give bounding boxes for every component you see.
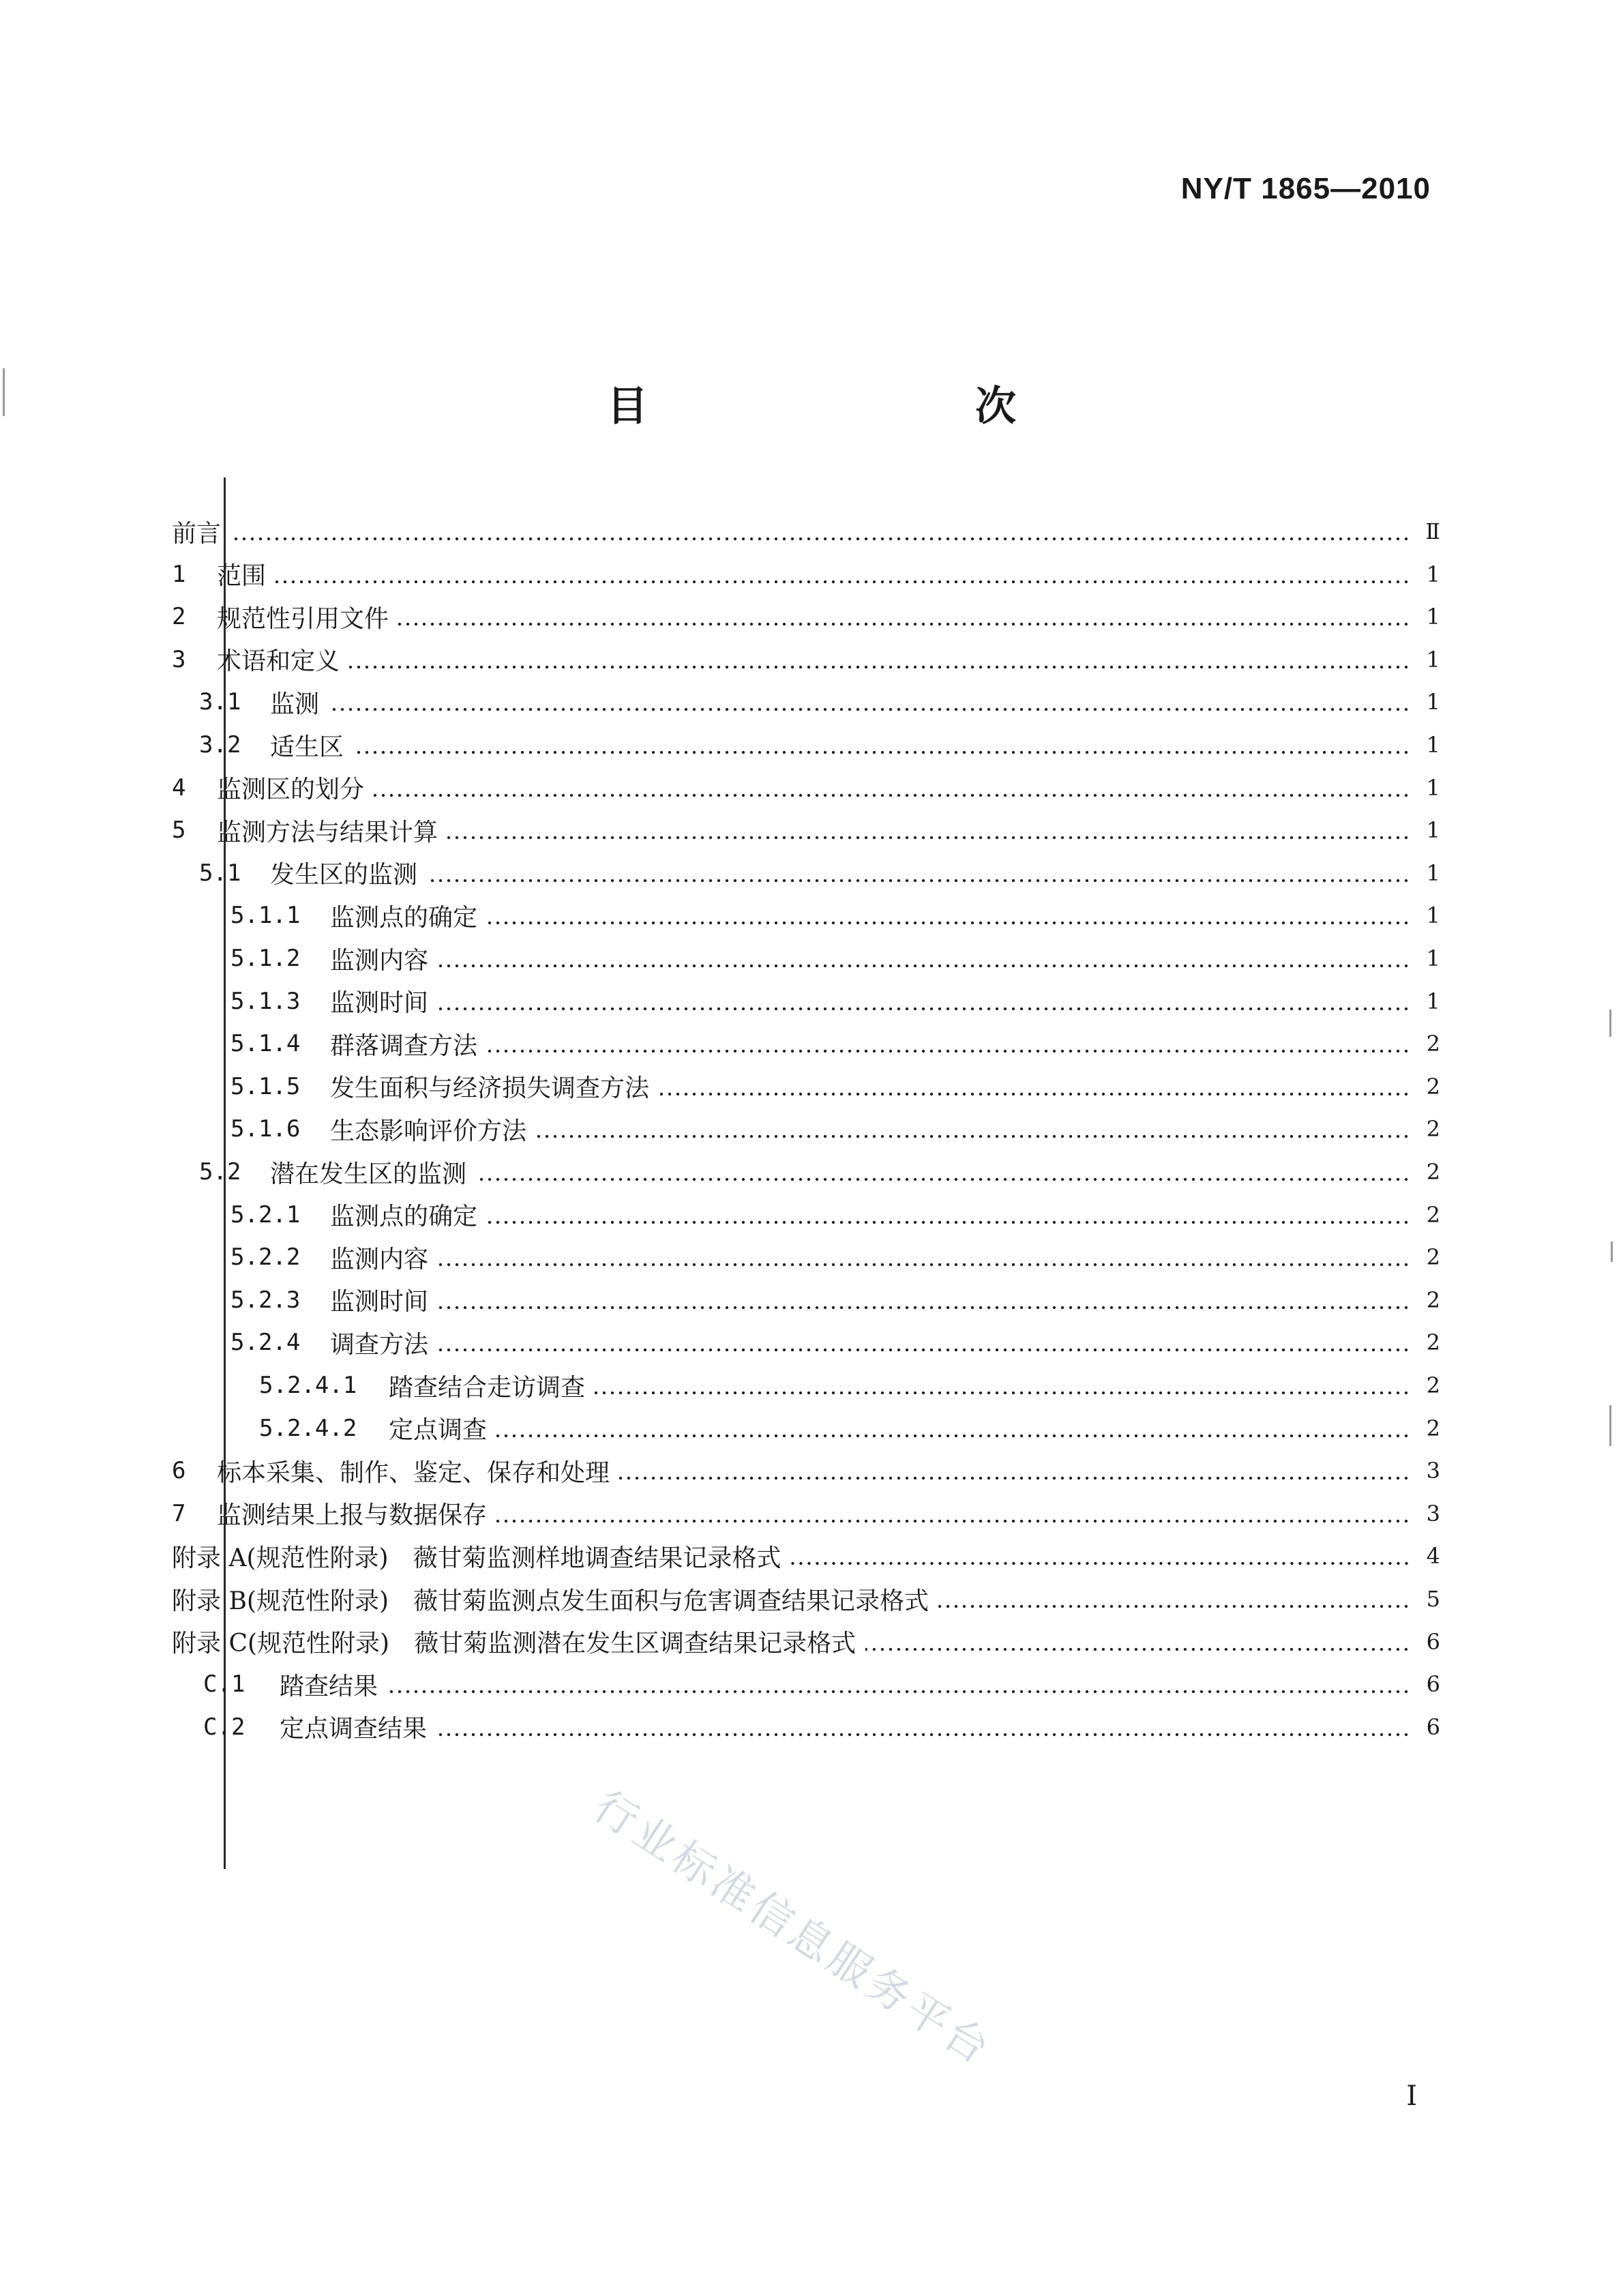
toc-entry-page: 2: [1426, 1286, 1440, 1313]
toc-entry-number: 5.2.3: [230, 1286, 301, 1314]
toc-entry[interactable]: [230, 1022, 1440, 1065]
toc-entry[interactable]: [172, 767, 1440, 809]
toc-dot-leader: [536, 1134, 1410, 1138]
toc-entry-label: 潜在发生区的监测: [270, 1160, 467, 1188]
toc-entry-number: 5.1: [199, 859, 241, 887]
toc-entry-label: 附录 C(规范性附录) 薇甘菊监测潜在发生区调查结果记录格式: [172, 1630, 857, 1658]
toc-dot-leader: [349, 665, 1410, 669]
toc-entry-page: 1: [1426, 689, 1440, 716]
toc-entry-number: 5: [172, 816, 186, 844]
toc-entry[interactable]: [230, 1279, 1440, 1321]
toc-entry-page: 2: [1426, 1372, 1440, 1398]
toc-entry[interactable]: [172, 809, 1440, 851]
toc-dot-leader: [438, 1348, 1410, 1352]
toc-entry-page: 3: [1426, 1500, 1440, 1527]
toc-entry-label: 附录 A(规范性附录) 薇甘菊监测样地调查结果记录格式: [172, 1544, 781, 1572]
toc-entry-label: 群落调查方法: [330, 1031, 478, 1060]
toc-dot-leader: [438, 1306, 1410, 1310]
toc-entry-number: C.1: [203, 1671, 245, 1698]
toc-dot-leader: [353, 750, 1410, 754]
toc-entry[interactable]: [230, 1194, 1440, 1236]
toc-entry-label: 调查方法: [330, 1330, 429, 1359]
toc-entry-number: 5.1.5: [230, 1072, 301, 1100]
toc-entry-label: 前言: [172, 519, 222, 548]
toc-entry-label: 附录 B(规范性附录) 薇甘菊监测点发生面积与危害调查结果记录格式: [172, 1587, 929, 1615]
toc-entry-page: 1: [1426, 902, 1440, 929]
toc-entry-number: 5.2.4.1: [259, 1372, 357, 1399]
toc-entry-label: 监测点的确定: [330, 903, 478, 932]
toc-entry[interactable]: [199, 852, 1440, 894]
toc-entry-number: 5.1.6: [230, 1115, 301, 1143]
toc-entry[interactable]: [172, 1492, 1440, 1535]
toc-dot-leader: [487, 921, 1410, 925]
toc-entry-page: 2: [1426, 1031, 1440, 1057]
toc-entry[interactable]: [230, 937, 1440, 980]
toc-entry-label: 术语和定义: [217, 647, 340, 676]
toc-dot-leader: [230, 537, 1410, 541]
toc-dot-leader: [438, 964, 1410, 968]
standard-code: NY/T 1865—2010: [1180, 172, 1431, 205]
toc-entry-label: 监测结果上报与数据保存: [217, 1501, 488, 1530]
toc-dot-leader: [329, 707, 1410, 711]
toc-entry-page: 2: [1426, 1329, 1440, 1356]
scan-edge-mark: [3, 368, 5, 416]
toc-entry-label: 监测时间: [330, 989, 429, 1018]
toc-entry-number: 5.1.4: [230, 1030, 301, 1058]
toc-dot-leader: [791, 1561, 1410, 1565]
toc-entry[interactable]: [172, 1449, 1440, 1492]
toc-entry-page: 1: [1426, 988, 1440, 1014]
toc-dot-leader: [496, 1434, 1410, 1438]
toc-entry-page: 2: [1426, 1116, 1440, 1143]
toc-entry-page: 1: [1426, 859, 1440, 886]
toc-entry-number: 5.2: [199, 1158, 241, 1186]
toc-entry-label: 定点调查结果: [280, 1715, 428, 1743]
toc-dot-leader: [387, 1690, 1410, 1694]
toc-entry-page: 1: [1426, 817, 1440, 844]
toc-entry-label: 规范性引用文件: [217, 604, 389, 633]
toc-entry-label: 监测方法与结果计算: [217, 818, 438, 847]
toc-entry-label: 发生面积与经济损失调查方法: [330, 1074, 650, 1103]
toc-entry[interactable]: [172, 510, 1440, 553]
toc-entry-page: 6: [1426, 1713, 1440, 1740]
toc-entry-label: 监测时间: [330, 1288, 429, 1316]
toc-entry[interactable]: [230, 1108, 1440, 1150]
toc-dot-leader: [436, 1733, 1410, 1737]
toc-entry-label: 监测内容: [330, 946, 429, 975]
toc-entry[interactable]: [230, 1236, 1440, 1278]
toc-entry[interactable]: [203, 1706, 1440, 1748]
toc-dot-leader: [447, 836, 1410, 840]
toc-entry[interactable]: [199, 1151, 1440, 1193]
toc-entry-number: 5.2.4: [230, 1329, 301, 1357]
watermark: 行业标准信息服务平台: [585, 1780, 1002, 2076]
toc-entry-number: 2: [172, 603, 186, 631]
toc-entry-label: 生态影响评价方法: [330, 1117, 527, 1145]
toc-dot-leader: [487, 1049, 1410, 1053]
toc-entry[interactable]: [172, 638, 1440, 681]
toc-entry-label: 发生区的监测: [270, 861, 418, 889]
toc-dot-leader: [496, 1519, 1410, 1523]
toc-entry-page: 1: [1426, 646, 1440, 673]
toc-entry-label: 监测区的划分: [217, 776, 365, 804]
toc-entry-label: 监测点的确定: [330, 1203, 478, 1231]
toc-dot-leader: [438, 1007, 1410, 1011]
toc-entry-number: 5.1.3: [230, 987, 301, 1015]
toc-entry[interactable]: [172, 1578, 1440, 1620]
toc-entry-number: 6: [172, 1457, 186, 1485]
toc-entry-label: 定点调查: [389, 1416, 488, 1445]
toc-entry[interactable]: [172, 553, 1440, 595]
toc-entry-number: 5.2.1: [230, 1201, 301, 1228]
toc-entry-label: 踏查结果: [280, 1672, 378, 1701]
toc-entry-page: 2: [1426, 1415, 1440, 1441]
toc-entry-number: 4: [172, 774, 186, 801]
toc-entry[interactable]: [230, 980, 1440, 1022]
toc-entry-page: 3: [1426, 1458, 1440, 1484]
toc-entry-page: 1: [1426, 774, 1440, 801]
toc-entry-label: 标本采集、制作、鉴定、保存和处理: [217, 1458, 610, 1487]
toc-entry-number: 5.1.2: [230, 945, 301, 972]
toc-entry-page: 2: [1426, 1244, 1440, 1271]
toc-entry-page: 1: [1426, 732, 1440, 758]
toc-entry[interactable]: [172, 1621, 1440, 1663]
page-number: I: [1406, 2080, 1417, 2112]
toc-dot-leader: [398, 622, 1410, 626]
toc-entry-number: 5.1.1: [230, 902, 301, 930]
toc-entry[interactable]: [199, 724, 1440, 766]
toc-dot-leader: [595, 1391, 1410, 1395]
toc-entry-label: 监测内容: [330, 1245, 429, 1274]
toc-entry-page: 2: [1426, 1159, 1440, 1185]
toc-dot-leader: [938, 1604, 1410, 1608]
toc-dot-leader: [438, 1263, 1410, 1267]
toc-entry-page: 6: [1426, 1671, 1440, 1698]
toc-dot-leader: [865, 1647, 1410, 1651]
toc-entry-number: 1: [172, 560, 186, 588]
scan-edge-mark: [1609, 1405, 1611, 1446]
toc-entry[interactable]: [259, 1407, 1440, 1449]
toc-entry-number: 3: [172, 645, 186, 673]
toc-dot-leader: [276, 580, 1410, 584]
toc-dot-leader: [487, 1220, 1410, 1224]
toc-entry-label: 适生区: [270, 733, 344, 761]
toc-entry[interactable]: [230, 1065, 1440, 1108]
toc-entry-label: 范围: [217, 562, 267, 591]
toc-dot-leader: [374, 793, 1410, 797]
toc-entry[interactable]: [199, 681, 1440, 723]
toc-entry[interactable]: [230, 894, 1440, 937]
toc-entry-page: 4: [1426, 1543, 1440, 1570]
toc-entry-number: 7: [172, 1499, 186, 1527]
toc-entry[interactable]: [230, 1321, 1440, 1364]
toc-entry-page: 6: [1426, 1628, 1440, 1655]
toc-entry[interactable]: [259, 1364, 1440, 1407]
toc-entry-number: 3.1: [199, 688, 241, 716]
toc-entry-page: Ⅱ: [1425, 518, 1440, 544]
toc-entry-page: 1: [1426, 604, 1440, 630]
toc-entry-page: 5: [1426, 1586, 1440, 1612]
toc-entry[interactable]: [172, 595, 1440, 638]
toc-entry[interactable]: [203, 1663, 1440, 1705]
toc-entry-number: 3.2: [199, 731, 241, 759]
toc-dot-leader: [659, 1092, 1410, 1096]
toc-entry-label: 监测: [270, 690, 320, 718]
toc-entry-page: 1: [1426, 561, 1440, 587]
toc-entry-label: 踏查结合走访调查: [389, 1373, 586, 1402]
toc-entry-number: C.2: [203, 1713, 245, 1741]
toc-entry-page: 1: [1426, 945, 1440, 971]
toc-entry-number: 5.2.2: [230, 1243, 301, 1271]
scan-edge-mark: [1611, 1241, 1613, 1262]
page-title: 目 次: [607, 383, 1098, 430]
toc-entry-page: 2: [1426, 1201, 1440, 1228]
toc-dot-leader: [619, 1476, 1410, 1480]
toc-dot-leader: [427, 879, 1410, 883]
toc-entry[interactable]: [172, 1535, 1440, 1577]
toc-entry-number: 5.2.4.2: [259, 1414, 357, 1442]
toc-entry-page: 2: [1426, 1073, 1440, 1100]
toc-dot-leader: [476, 1177, 1410, 1181]
scan-edge-mark: [1609, 1010, 1611, 1037]
